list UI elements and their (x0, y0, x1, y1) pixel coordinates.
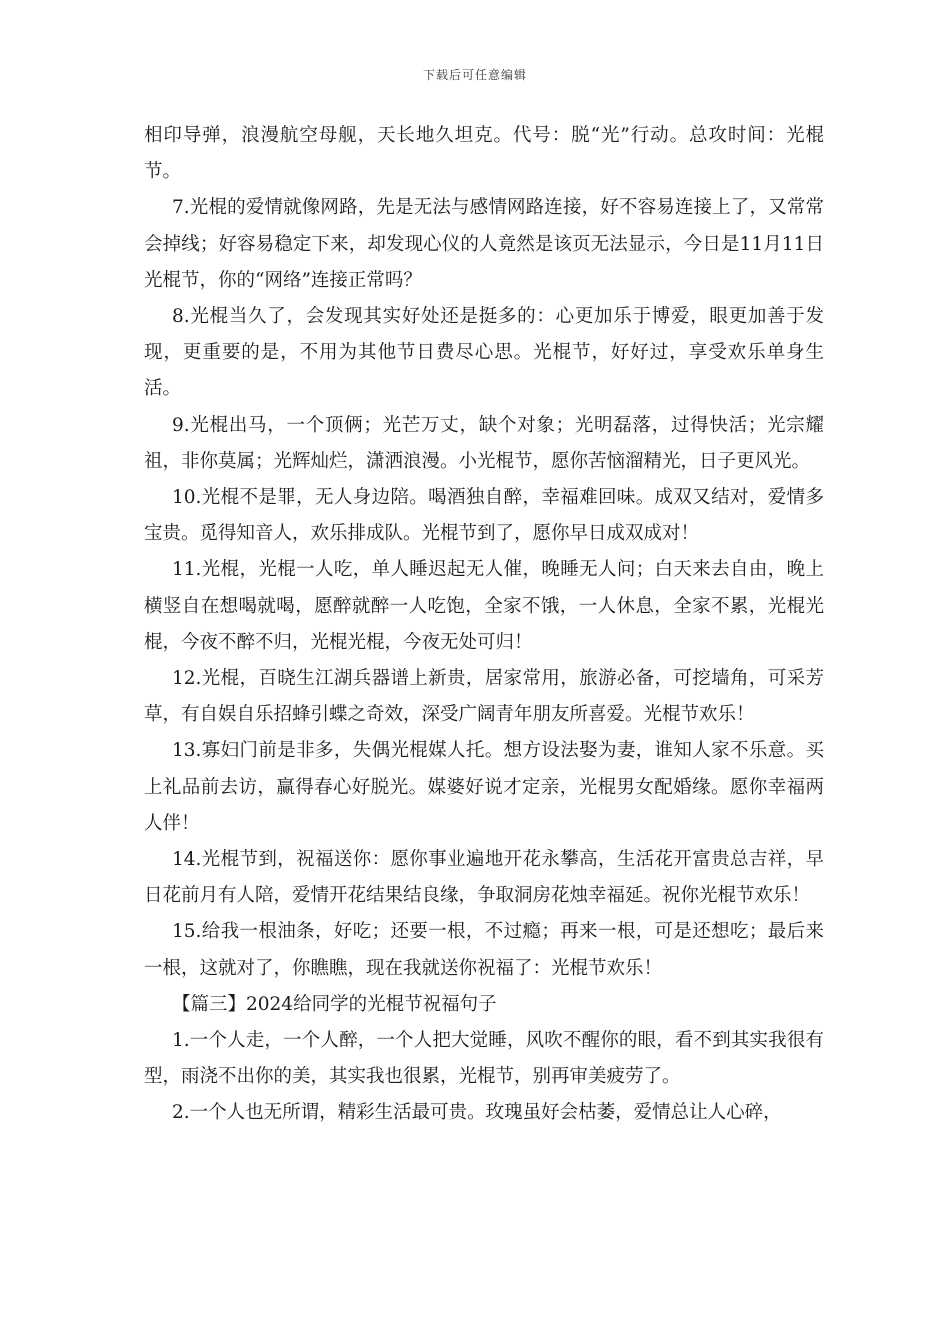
paragraph-item-12: 12.光棍，百晓生江湖兵器谱上新贵，居家常用，旅游必备，可挖墙角，可采芳草，有自娱自乐招蜂引蝶之奇效，深受广阔青年朋友所喜爱。光棍节欢乐！ (144, 668, 824, 726)
paragraph-item-1: 1.一个人走，一个人醉，一个人把大觉睡，风吹不醒你的眼，看不到其实我很有型，雨浇不出你的美，其实我也很累，光棍节，别再审美疲劳了。 (144, 1030, 824, 1088)
paragraph-item-9: 9.光棍出马，一个顶俩；光芒万丈，缺个对象；光明磊落，过得快活；光宗耀祖，非你莫属；光辉灿烂，潇洒浪漫。小光棍节，愿你苦恼溜精光，日子更风光。 (144, 414, 824, 472)
paragraph-item-2: 2.一个人也无所谓，精彩生活最可贵。玫瑰虽好会枯萎，爱情总让人心碎， (172, 1102, 782, 1124)
paragraph-item-8: 8.光棍当久了，会发现其实好处还是挺多的：心更加乐于博爱，眼更加善于发现，更重要的是，不用为其他节日费尽心思。光棍节，好好过，享受欢乐单身生活。 (144, 306, 824, 400)
section-heading: 【篇三】2024给同学的光棍节祝福句子 (172, 993, 497, 1015)
page-header-note: 下载后可任意编辑 (422, 68, 527, 82)
document-body (144, 118, 824, 1132)
paragraph-item-14: 14.光棍节到，祝福送你：愿你事业遍地开花永攀高，生活花开富贵总吉祥，早日花前月有人陪，爱情开花结果结良缘，争取洞房花烛幸福延。祝你光棍节欢乐！ (144, 849, 824, 907)
paragraph-item-13: 13.寡妇门前是非多，失偶光棍媒人托。想方设法娶为妻，谁知人家不乐意。买上礼品前去访，赢得春心好脱光。媒婆好说才定亲，光棍男女配婚缘。愿你幸福两人伴！ (144, 740, 824, 834)
paragraph-continuation: 相印导弹，浪漫航空母舰，天长地久坦克。代号：脱“光”行动。总攻时间：光棍节。 (144, 125, 824, 183)
paragraph-item-15: 15.给我一根油条，好吃；还要一根，不过瘾；再来一根，可是还想吃；最后来一根，这就对了，你瞧瞧，现在我就送你祝福了：光棍节欢乐！ (144, 921, 824, 979)
paragraph-item-7: 7.光棍的爱情就像网路，先是无法与感情网路连接，好不容易连接上了，又常常会掉线；好容易稳定下来，却发现心仪的人竟然是该页无法显示，今日是11月11日光棍节，你的“网络”连接正常吗？ (144, 197, 824, 291)
paragraph-item-11: 11.光棍，光棍一人吃，单人睡迟起无人催，晚睡无人问；白天来去自由，晚上横竖自在想喝就喝，愿醉就醉一人吃饱，全家不饿，一人休息，全家不累，光棍光棍，今夜不醉不归，光棍光棍，今夜无处可归！ (144, 559, 824, 653)
paragraph-item-10: 10.光棍不是罪，无人身边陪。喝酒独自醉，幸福难回味。成双又结对，爱情多宝贵。觅得知音人，欢乐排成队。光棍节到了，愿你早日成双成对！ (144, 487, 824, 545)
